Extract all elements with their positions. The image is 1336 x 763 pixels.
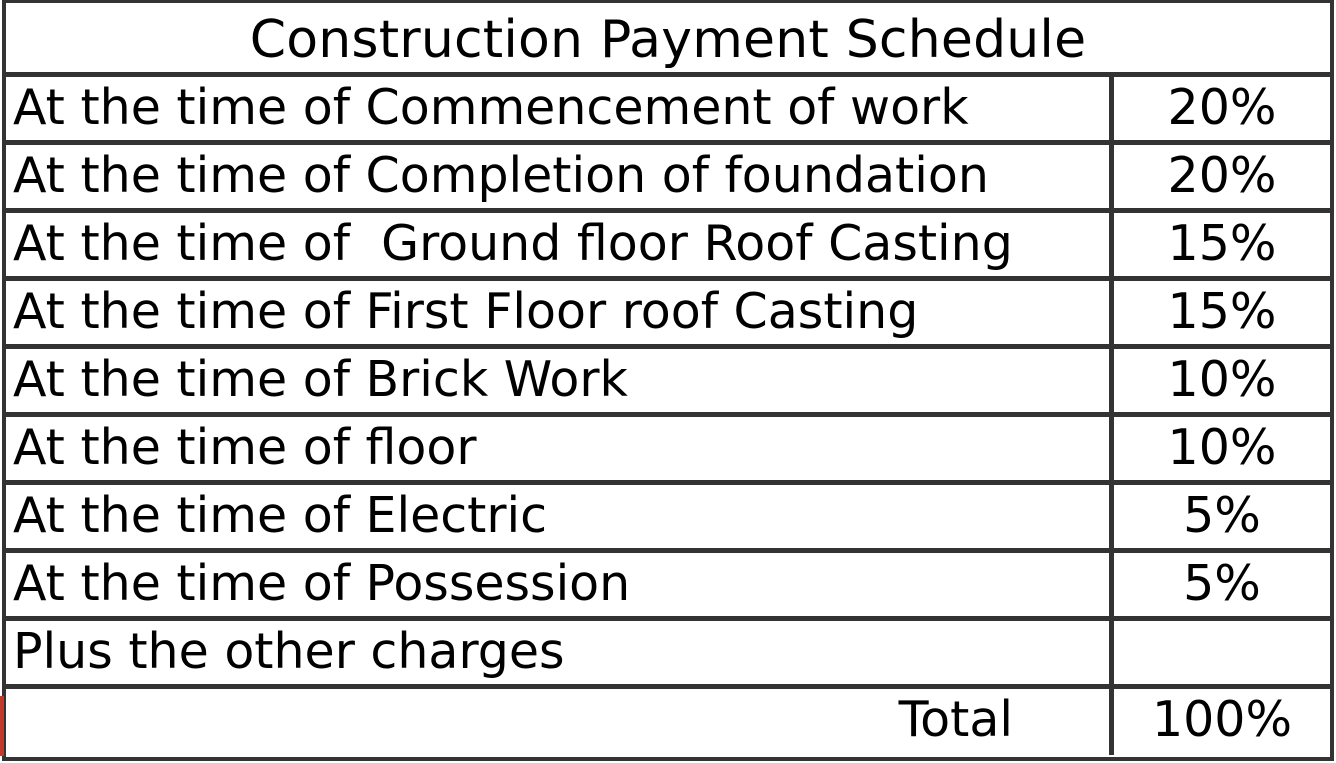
- stage-label: At the time of floor: [6, 417, 1114, 480]
- stage-label: At the time of Brick Work: [6, 349, 1114, 412]
- stage-label: At the time of Possession: [6, 553, 1114, 616]
- table-row: [6, 213, 1330, 281]
- table-row: [6, 621, 1330, 689]
- stage-percentage: 15%: [1167, 215, 1277, 272]
- total-percentage: 100%: [1151, 691, 1293, 748]
- stage-percentage: 20%: [1167, 79, 1277, 136]
- table-row: [6, 77, 1330, 145]
- table-row: [6, 349, 1330, 417]
- stage-label: At the time of Electric: [6, 485, 1114, 548]
- stage-percentage: 5%: [1183, 555, 1261, 612]
- table-row: [6, 485, 1330, 553]
- stage-percentage: 5%: [1183, 487, 1261, 544]
- stage-percentage: [1114, 621, 1330, 684]
- stage-label: Plus the other charges: [6, 621, 1114, 684]
- selection-edge-marker: [0, 696, 4, 756]
- stage-label: At the time of First Floor roof Casting: [6, 281, 1114, 344]
- table-row: [6, 553, 1330, 621]
- total-label: Total: [6, 689, 1114, 755]
- stage-percentage: 20%: [1167, 147, 1277, 204]
- stage-label: At the time of Completion of foundation: [6, 145, 1114, 208]
- table-title: Construction Payment Schedule: [6, 3, 1330, 77]
- stage-percentage: 15%: [1167, 283, 1277, 340]
- stage-percentage: 10%: [1167, 351, 1277, 408]
- stage-label: At the time of Commencement of work: [6, 77, 1114, 140]
- total-row: [6, 689, 1330, 755]
- table-row: [6, 281, 1330, 349]
- payment-schedule-table: [2, 0, 1334, 761]
- stage-percentage: 10%: [1167, 419, 1277, 476]
- table-row: [6, 417, 1330, 485]
- stage-label: At the time of Ground floor Roof Casting: [6, 213, 1114, 276]
- table-row: [6, 145, 1330, 213]
